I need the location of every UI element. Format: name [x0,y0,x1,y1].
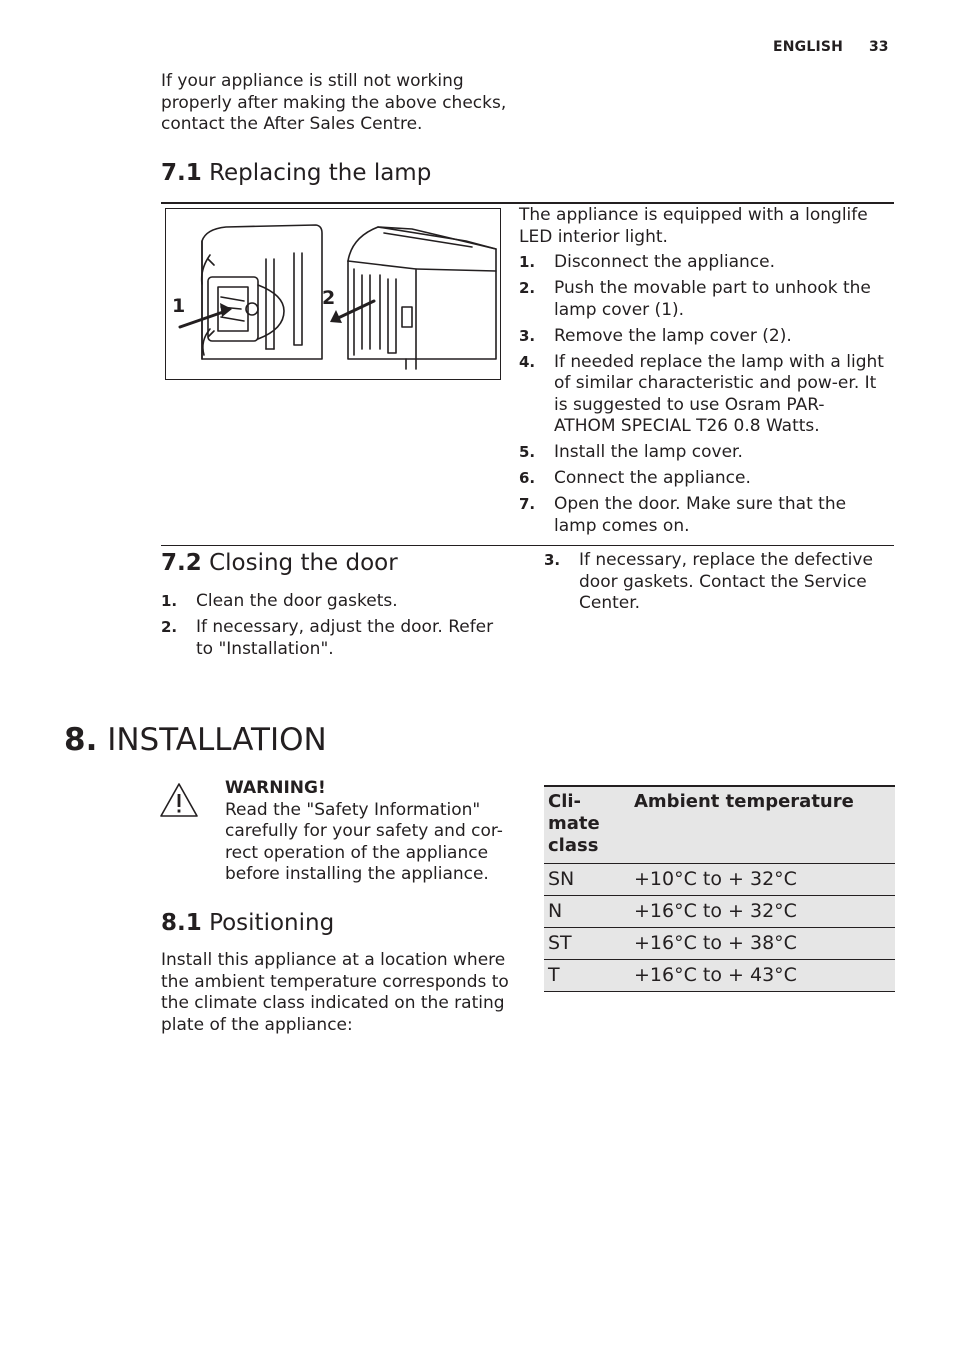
section-number: 7.2 [161,550,202,576]
chapter-number: 8. [64,722,98,758]
step-number: 5. [519,443,536,461]
step-text: If necessary, replace the defective door gaskets. Contact the Service Center. [579,550,873,613]
section-divider [161,202,894,204]
page-number: 33 [869,39,889,55]
step-number: 6. [519,469,536,487]
chapter-title: INSTALLATION [107,722,327,758]
warning-title: WARNING! [225,778,326,798]
lamp-intro-text: The appliance is equipped with a longlife LED interior light. [519,205,868,247]
table-row [544,928,895,960]
section-title: Closing the door [209,550,398,576]
list-item [519,468,884,490]
table-cell: +16°C to + 32°C [630,896,895,928]
step-text: If necessary, adjust the door. Refer to "Installation". [196,617,494,659]
section-7-2-heading [161,549,398,577]
header-language: ENGLISH [773,39,844,55]
column-header: Ambient temperature [630,787,895,864]
door-steps-list [161,591,506,660]
list-item [519,352,884,438]
positioning-text: Install this appliance at a location where the ambient temperature corresponds to the climate class indicated on the rating plate of the appliance: [161,950,509,1035]
list-item [519,442,884,464]
door-steps-list [544,550,884,615]
step-text: Push the movable part to unhook the lamp cover (1). [554,278,871,320]
table-row [544,960,895,992]
step-text: Disconnect the appliance. [554,252,775,272]
step-number: 2. [519,279,536,297]
table-row [544,864,895,896]
step-text: Open the door. Make sure that the lamp comes on. [554,494,847,536]
step-number: 3. [544,551,561,569]
step-number: 1. [161,592,178,610]
header-climate-class: Cli-mate class [548,791,600,856]
table-cell: +16°C to + 43°C [630,960,895,992]
table-row [544,896,895,928]
section-number: 8.1 [161,910,202,936]
table-cell: N [544,896,630,928]
table-cell: +10°C to + 32°C [630,864,895,896]
figure-label-2: 2 [322,287,336,309]
step-number: 4. [519,352,536,371]
step-text: Clean the door gaskets. [196,591,398,611]
list-item [161,617,506,660]
table-cell: ST [544,928,630,960]
lamp-replacement-illustration [165,208,501,380]
step-number: 2. [161,618,178,636]
section-title: Positioning [209,910,335,936]
section-7-1-content [519,205,884,542]
table-header-row [544,787,895,864]
chapter-8-heading [64,721,327,759]
step-number: 3. [519,326,536,345]
table-cell: +16°C to + 38°C [630,928,895,960]
warning-box [225,778,510,886]
section-title: Replacing the lamp [209,160,432,186]
door-steps-right [544,550,884,619]
lamp-steps-list [519,252,884,537]
figure-label-1: 1 [172,295,186,317]
table-cell: T [544,960,630,992]
step-text: If needed replace the lamp with a light of similar characteristic and pow-er. It is suggested to use Osram PAR-ATHOM SPECIAL T26 0.8 Watts. [554,351,884,436]
step-text: Remove the lamp cover (2). [554,325,792,346]
column-header [544,787,630,864]
list-item [544,550,884,615]
table-cell: SN [544,864,630,896]
list-item [519,494,884,537]
section-7-1-heading [161,159,431,187]
list-item [161,591,506,613]
list-item [519,252,884,274]
warning-icon [159,780,199,820]
section-8-1-heading [161,909,334,937]
list-item [519,278,884,321]
warning-text: Read the "Safety Information" carefully for your safety and cor-rect operation of the appliance before installing the appliance. [225,799,503,884]
section-divider [161,545,894,546]
step-number: 1. [519,253,536,271]
section-number: 7.1 [161,160,202,186]
door-steps-left [161,591,506,665]
step-number: 7. [519,495,536,513]
list-item [519,326,884,348]
step-text: Install the lamp cover. [554,442,743,462]
intro-text: If your appliance is still not working properly after making the above checks, contact the After Sales Centre. [161,71,507,134]
step-text: Connect the appliance. [554,468,751,488]
climate-class-table [544,787,895,992]
